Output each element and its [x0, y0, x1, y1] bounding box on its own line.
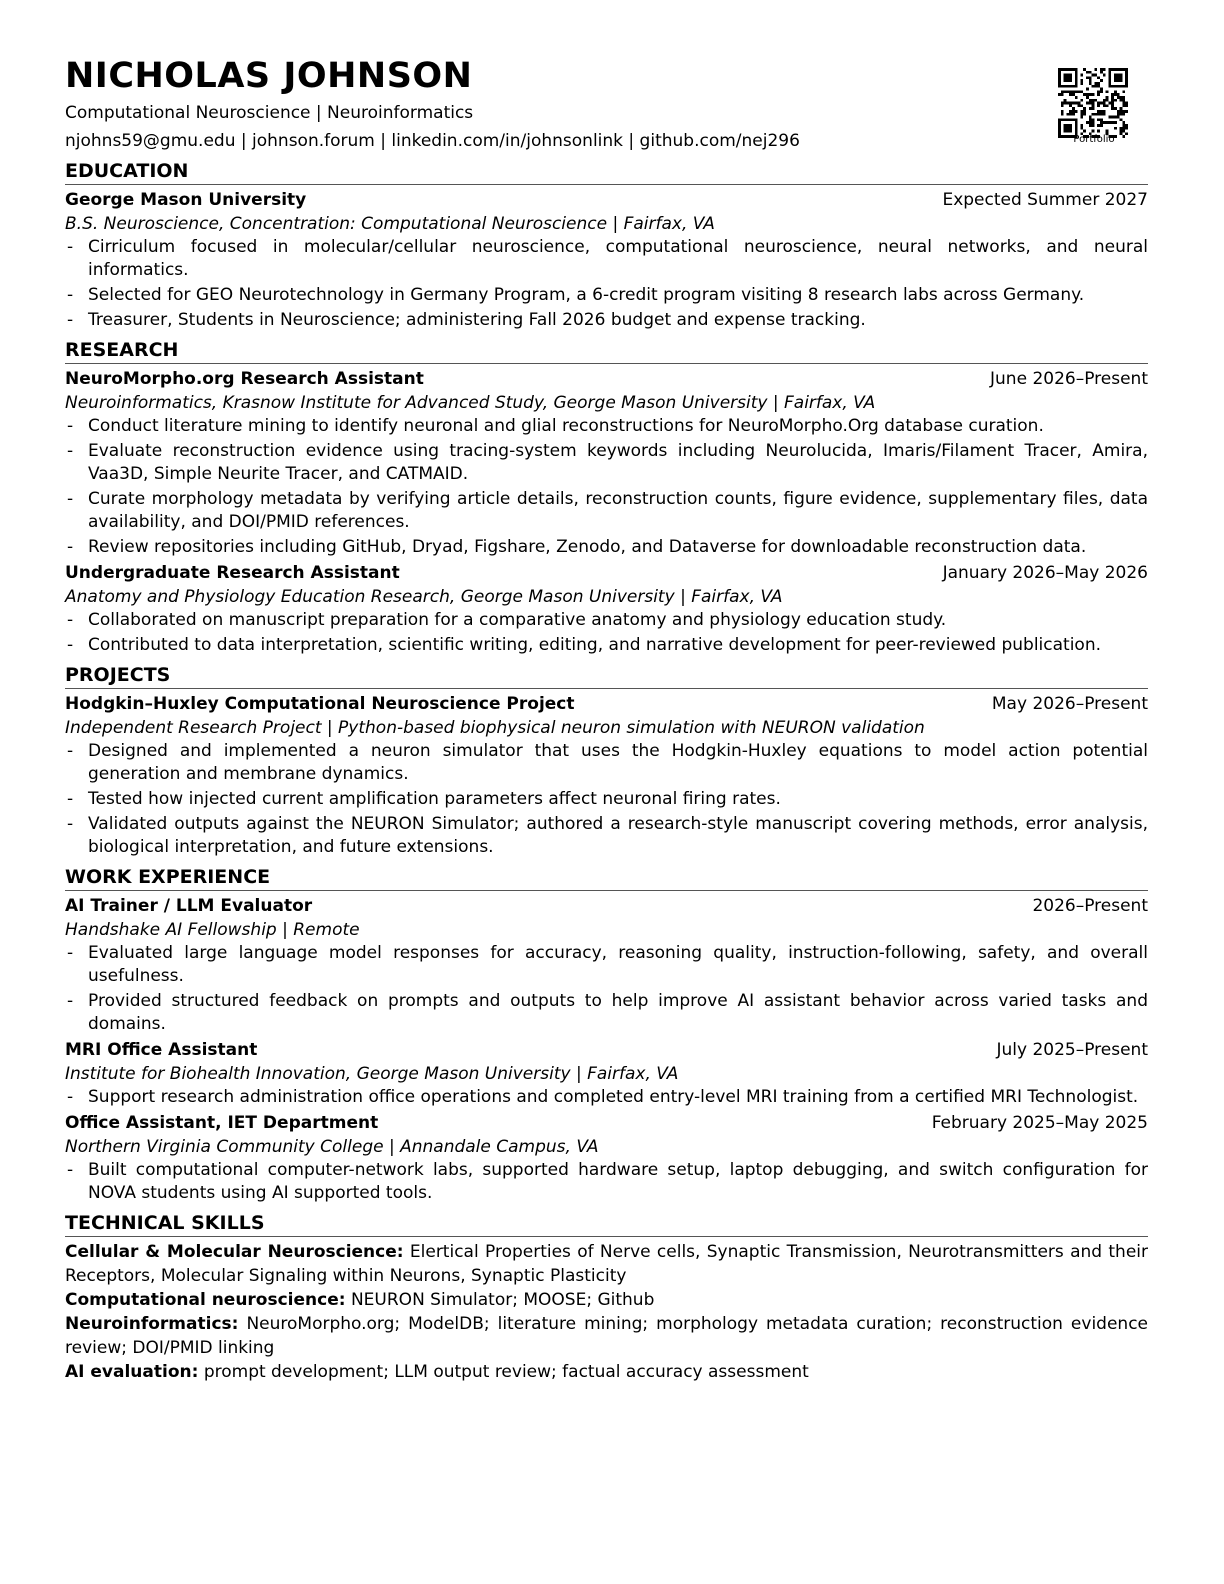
entry-subtitle: B.S. Neuroscience, Concentration: Computational Neuroscience | Fairfax, VA [65, 214, 715, 234]
bullet-list [65, 942, 1148, 1036]
section-title: PROJECTS [65, 663, 1148, 689]
section-education [65, 159, 1148, 332]
section-work-experience [65, 865, 1148, 1205]
section-title: WORK EXPERIENCE [65, 865, 1148, 891]
bullet-item: - Tested how injected current amplification parameters affect neuronal firing rates. [65, 788, 1148, 811]
bullet-item: - Designed and implemented a neuron simulator that uses the Hodgkin-Huxley equations to model action potential generation and membrane dynamics. [65, 740, 1148, 786]
entry-date: 2026–Present [1032, 896, 1148, 916]
entry [65, 367, 1148, 559]
skill-value: prompt development; LLM output review; factual accuracy assessment [203, 1362, 809, 1382]
entry-subtitle: Neuroinformatics, Krasnow Institute for Advanced Study, George Mason University | Fairfax, VA [65, 393, 876, 413]
bullet-item: - Validated outputs against the NEURON Simulator; authored a research-style manuscript covering methods, error analysis, biological interpretation, and future extensions. [65, 813, 1148, 859]
entry [65, 692, 1148, 859]
section-title: RESEARCH [65, 338, 1148, 364]
bullet-item: - Support research administration office operations and completed entry-level MRI training from a certified MRI Technologist. [65, 1086, 1148, 1109]
entry-date: Expected Summer 2027 [942, 190, 1148, 210]
bullet-item: - Evaluated large language model responses for accuracy, reasoning quality, instruction-following, safety, and overall usefulness. [65, 942, 1148, 988]
qr-label: Portfolio [1073, 134, 1115, 145]
skill-row [65, 1288, 1148, 1312]
skill-value: NEURON Simulator; MOOSE; Github [350, 1290, 655, 1310]
entry [65, 561, 1148, 657]
bullet-list [65, 236, 1148, 332]
skill-row [65, 1360, 1148, 1384]
entry-date: February 2025–May 2025 [931, 1113, 1148, 1133]
bullet-item: - Selected for GEO Neurotechnology in Germany Program, a 6-credit program visiting 8 research labs across Germany. [65, 284, 1148, 307]
bullet-item: - Evaluate reconstruction evidence using tracing-system keywords including Neurolucida, Imaris/Filament Tracer, Amira, Vaa3D, Simple Neurite Tracer, and CATMAID. [65, 440, 1148, 486]
section-research [65, 338, 1148, 657]
entry-title: NeuroMorpho.org Research Assistant [65, 369, 424, 389]
entry-title: Undergraduate Research Assistant [65, 563, 400, 583]
entry-title: AI Trainer / LLM Evaluator [65, 896, 313, 916]
entry [65, 188, 1148, 332]
entry-subtitle: Anatomy and Physiology Education Research, George Mason University | Fairfax, VA [65, 587, 783, 607]
skill-label: Cellular & Molecular Neuroscience: [65, 1242, 404, 1262]
entry-title: Hodgkin–Huxley Computational Neuroscience Project [65, 694, 575, 714]
entry-date: June 2026–Present [990, 369, 1148, 389]
candidate-name: NICHOLAS JOHNSON [65, 56, 473, 96]
entry-date: May 2026–Present [991, 694, 1148, 714]
bullet-list [65, 740, 1148, 859]
entry-subtitle: Handshake AI Fellowship | Remote [65, 920, 360, 940]
skill-label: AI evaluation: [65, 1362, 199, 1382]
bullet-item: - Collaborated on manuscript preparation for a comparative anatomy and physiology education study. [65, 609, 1148, 632]
skill-row [65, 1240, 1148, 1288]
bullet-list [65, 1159, 1148, 1205]
entry-subtitle: Institute for Biohealth Innovation, George Mason University | Fairfax, VA [65, 1064, 679, 1084]
bullet-list [65, 415, 1148, 559]
portfolio-qr[interactable] [1058, 68, 1130, 146]
entry-date: January 2026–May 2026 [942, 563, 1148, 583]
entry-date: July 2025–Present [996, 1040, 1148, 1060]
bullet-item: - Curate morphology metadata by verifying article details, reconstruction counts, figure evidence, supplementary files, data availability, and DOI/PMID references. [65, 488, 1148, 534]
skill-value: Elertical Properties of Nerve cells, Synaptic Transmission, Neurotransmitters and their Receptors, Molecular Signaling within Neurons, Synaptic Plasticity [65, 1242, 1148, 1286]
section-title: TECHNICAL SKILLS [65, 1211, 1148, 1237]
contact-links[interactable]: njohns59@gmu.edu | johnson.forum | linkedin.com/in/johnsonlink | github.com/nej296 [65, 131, 800, 151]
section-title: EDUCATION [65, 159, 1148, 185]
bullet-item: - Provided structured feedback on prompts and outputs to help improve AI assistant behavior across varied tasks and domains. [65, 990, 1148, 1036]
entry-subtitle: Independent Research Project | Python-based biophysical neuron simulation with NEURON validation [65, 718, 925, 738]
entry [65, 894, 1148, 1036]
bullet-item: - Built computational computer-network labs, supported hardware setup, laptop debugging, and switch configuration for NOVA students using AI supported tools. [65, 1159, 1148, 1205]
bullet-list [65, 609, 1148, 657]
section-projects [65, 663, 1148, 859]
bullet-item: - Cirriculum focused in molecular/cellular neuroscience, computational neuroscience, neural networks, and neural informatics. [65, 236, 1148, 282]
section-technical-skills [65, 1211, 1148, 1384]
bullet-item: - Contributed to data interpretation, scientific writing, editing, and narrative development for peer-reviewed publication. [65, 634, 1148, 657]
resume-page [65, 56, 1148, 1384]
skill-value: NeuroMorpho.org; ModelDB; literature mining; morphology metadata curation; reconstruction evidence review; DOI/PMID linking [65, 1314, 1149, 1358]
bullet-item: - Review repositories including GitHub, Dryad, Figshare, Zenodo, and Dataverse for downloadable reconstruction data. [65, 536, 1148, 559]
bullet-item: - Treasurer, Students in Neuroscience; administering Fall 2026 budget and expense tracking. [65, 309, 1148, 332]
skill-label: Neuroinformatics: [65, 1314, 239, 1334]
entry-subtitle: Northern Virginia Community College | Annandale Campus, VA [65, 1137, 599, 1157]
entry-title: MRI Office Assistant [65, 1040, 258, 1060]
entry [65, 1038, 1148, 1109]
skill-label: Computational neuroscience: [65, 1290, 346, 1310]
bullet-item: - Conduct literature mining to identify neuronal and glial reconstructions for NeuroMorpho.Org database curation. [65, 415, 1148, 438]
skill-row [65, 1312, 1148, 1360]
entry-title: George Mason University [65, 190, 307, 210]
qr-code-icon [1058, 68, 1128, 138]
entry [65, 1111, 1148, 1205]
entry-title: Office Assistant, IET Department [65, 1113, 379, 1133]
candidate-subtitle: Computational Neuroscience | Neuroinformatics [65, 103, 474, 123]
bullet-list [65, 1086, 1148, 1109]
resume-header [65, 56, 1148, 153]
